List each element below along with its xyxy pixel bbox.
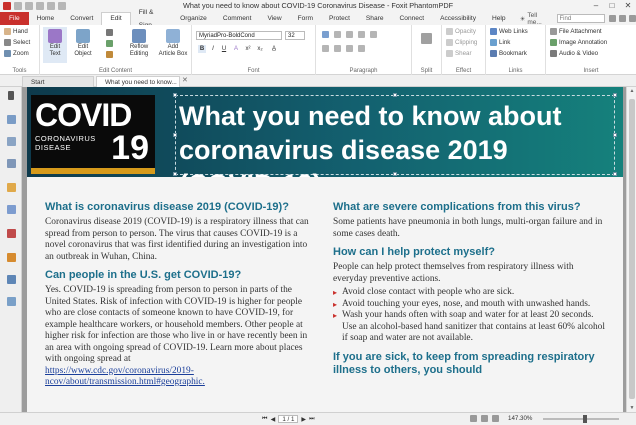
align-left-icon[interactable]	[322, 31, 329, 38]
left-column	[45, 201, 313, 395]
help-icon[interactable]	[629, 15, 636, 22]
indent-icon[interactable]	[346, 45, 353, 52]
hand-icon	[4, 28, 11, 35]
audio-video-label: Audio & Video	[559, 50, 599, 57]
header-banner	[27, 87, 623, 177]
tab-start[interactable]: Start	[22, 76, 94, 87]
bookmark-button[interactable]	[490, 50, 527, 57]
insert-group-label: Insert	[583, 68, 599, 74]
opacity-button[interactable]	[446, 28, 476, 35]
list-item: ▸ Avoid touching your eyes, nose, and mouth with unwashed hands.	[333, 299, 607, 311]
effect-group	[442, 25, 486, 75]
find-input[interactable]: Find	[557, 14, 605, 23]
paragraph: People can help protect themselves from respiratory illness with everyday preventive actions.	[333, 262, 574, 284]
close-button[interactable]: ✕	[624, 1, 632, 10]
title-bar	[0, 0, 636, 12]
add-article-label: Add Article Box	[158, 44, 188, 57]
shear-label: Shear	[455, 50, 472, 57]
tab-protect[interactable]: Protect	[329, 15, 350, 22]
split-group	[412, 25, 442, 75]
typewriter-icon	[106, 29, 113, 36]
font-group-label: Font	[247, 68, 260, 74]
tab-view[interactable]: View	[267, 15, 282, 22]
resize-handle[interactable]	[613, 172, 617, 176]
section-heading: Can people in the U.S. get COVID-19?	[45, 269, 242, 281]
outdent-icon[interactable]	[358, 45, 365, 52]
select-tool[interactable]	[4, 39, 30, 46]
ribbon	[0, 25, 636, 75]
tools-group	[0, 25, 40, 75]
clipping-icon	[446, 39, 453, 46]
font-size-select[interactable]: 32	[285, 31, 305, 40]
first-page-button[interactable]: ⏮	[262, 415, 268, 422]
continuous-view-icon[interactable]	[481, 415, 488, 422]
audio-video-icon	[550, 50, 557, 57]
image-annotation-button[interactable]	[550, 39, 607, 46]
file-attachment-button[interactable]	[550, 28, 602, 35]
tab-fill-sign[interactable]: Fill &	[138, 8, 154, 16]
image-edit-button[interactable]	[106, 40, 113, 47]
paragraph-group-label: Paragraph	[349, 68, 378, 74]
prevention-list	[333, 287, 607, 345]
resize-handle[interactable]	[393, 93, 397, 97]
page-body	[27, 177, 623, 412]
article-box-icon	[166, 29, 180, 43]
tab-convert[interactable]: Convert	[70, 15, 94, 22]
bookmarks-icon[interactable]	[7, 115, 16, 124]
single-page-view-icon[interactable]	[470, 415, 477, 422]
section-heading: What is coronavirus disease 2019 (COVID-19)?	[45, 201, 289, 213]
shear-icon	[446, 50, 453, 57]
align-right-icon[interactable]	[346, 31, 353, 38]
section-heading: What are severe complications from this virus?	[333, 201, 581, 213]
split-icon[interactable]	[421, 33, 432, 44]
clipping-label: Clipping	[455, 39, 478, 46]
collapse-panel-icon[interactable]	[8, 91, 14, 100]
pages-icon[interactable]	[7, 137, 16, 146]
audio-video-button[interactable]	[550, 50, 598, 57]
previous-page-button[interactable]: ◀	[270, 415, 276, 423]
facing-view-icon[interactable]	[492, 415, 499, 422]
reflow-label: Reflow Editing	[129, 44, 149, 57]
bullet-list-icon[interactable]	[322, 45, 329, 52]
web-links-label: Web Links	[499, 28, 528, 35]
tab-connect[interactable]: Connect	[399, 15, 425, 22]
security-icon[interactable]	[7, 253, 16, 262]
underline-button[interactable]: U	[221, 46, 227, 52]
section-heading: If you are sick, to keep from spreading respiratory illness to others, you should	[333, 350, 595, 376]
italic-button[interactable]: I	[212, 46, 214, 52]
paperclip-icon	[550, 28, 557, 35]
last-page-button[interactable]: ⏭	[309, 415, 315, 422]
image-icon	[106, 40, 113, 47]
opacity-icon	[446, 28, 453, 35]
scroll-up-icon[interactable]: ▲	[629, 88, 635, 94]
opacity-label: Opacity	[455, 28, 476, 35]
list-item: ▸ Wash your hands often with soap and water for at least 20 seconds. Use an alcohol-based hand sanitizer that contains at least 60% alcohol if soap and water are not available.	[333, 310, 607, 345]
select-label: Select	[13, 39, 31, 46]
link-button[interactable]	[490, 39, 510, 46]
edit-object-icon	[76, 29, 90, 43]
attachments-icon[interactable]	[7, 205, 16, 214]
logo-subtitle: CORONAVIRUS DISEASE	[35, 134, 96, 152]
covid-logo	[31, 95, 155, 174]
insert-group	[546, 25, 636, 75]
image-annotation-icon	[550, 39, 557, 46]
zoom-icon	[4, 50, 11, 57]
split-group-label: Split	[420, 68, 433, 74]
edit-text-label: Edit Text	[49, 44, 61, 57]
edit-content-group	[40, 25, 192, 75]
shape-button[interactable]	[106, 51, 113, 58]
numbered-list-icon[interactable]	[334, 45, 341, 52]
file-tab[interactable]: File	[0, 12, 29, 25]
font-family-select[interactable]: MyriadPro-BoldCond	[196, 31, 282, 40]
minimize-button[interactable]: –	[593, 1, 599, 10]
zoom-level[interactable]: 147.30%	[508, 415, 533, 422]
image-annotation-label: Image Annotation	[559, 39, 608, 46]
signature-icon[interactable]	[7, 229, 16, 238]
link-label: Link	[499, 39, 511, 46]
zoom-slider[interactable]	[543, 418, 619, 420]
maximize-button[interactable]: □	[609, 1, 615, 10]
web-links-button[interactable]	[490, 28, 528, 35]
user-icon[interactable]	[619, 15, 626, 22]
headline-text-box[interactable]: What you need to know about coronavirus disease 2019	[175, 95, 615, 175]
hand-label: Hand	[13, 28, 28, 35]
tab-home[interactable]: Home	[36, 15, 55, 22]
resize-handle[interactable]	[173, 93, 177, 97]
typewriter-button[interactable]	[106, 29, 113, 36]
paragraph: Some patients have pneumonia in both lungs, multi-organ failure and in some cases death.	[333, 217, 603, 239]
superscript-button[interactable]: x²	[245, 46, 251, 52]
window-title: What you need to know about COVID-19 Coronavirus Disease - Foxit PhantomPDF	[182, 1, 454, 10]
tab-organize[interactable]: Organize	[180, 15, 207, 22]
tab-share[interactable]: Share	[365, 15, 384, 22]
ribbon-tabs	[0, 8, 636, 26]
paragraph: Coronavirus disease 2019 (COVID-19) is a respiratory illness that can spread from person to person. The virus that causes COVID-19 is a novel coronavirus that was first identified during an investigation into an outbreak in Wuhan, China.	[45, 217, 309, 262]
tab-help[interactable]: Help	[492, 15, 506, 22]
logo-bar	[31, 168, 155, 174]
lightbulb-icon: ☀	[519, 15, 526, 23]
bookmark-icon	[490, 50, 497, 57]
file-attachment-label: File Attachment	[559, 28, 602, 35]
line-spacing-icon[interactable]	[370, 31, 377, 38]
transmission-link[interactable]: https://www.cdc.gov/coronavirus/2019-ncov/about/transmission.html#geographic.	[45, 365, 205, 387]
reflow-icon	[132, 29, 146, 43]
justify-icon[interactable]	[358, 31, 365, 38]
resize-handle[interactable]	[613, 93, 617, 97]
edit-content-group-label: Edit Content	[98, 68, 133, 74]
add-article-box-button[interactable]	[156, 29, 190, 58]
shear-button[interactable]	[446, 50, 472, 57]
resize-handle[interactable]	[393, 172, 397, 176]
status-bar	[0, 412, 636, 425]
navigation-sidebar	[0, 87, 22, 412]
page-number-input[interactable]: 1 / 1	[278, 415, 298, 423]
links-group-label: Links	[508, 68, 523, 74]
edit-text-icon	[48, 29, 62, 43]
cursor-icon	[4, 39, 11, 46]
comments-icon[interactable]	[7, 183, 16, 192]
web-links-icon	[490, 28, 497, 35]
layers-icon[interactable]	[7, 159, 16, 168]
pdf-page	[27, 87, 623, 412]
tab-form[interactable]: Form	[297, 15, 314, 22]
bold-button[interactable]: B	[199, 46, 205, 52]
reflow-editing-button[interactable]	[124, 29, 154, 58]
subscript-button[interactable]: x₂	[257, 46, 263, 52]
link-icon	[490, 39, 497, 46]
resize-handle[interactable]	[173, 133, 177, 137]
tags-icon[interactable]	[7, 297, 16, 306]
zoom-slider-knob[interactable]	[583, 415, 587, 423]
list-item: ▸ Avoid close contact with people who are sick.	[333, 287, 607, 299]
hand-tool[interactable]	[4, 28, 28, 35]
scroll-down-icon[interactable]: ▼	[629, 405, 635, 411]
links-group	[486, 25, 546, 75]
tab-accessibility[interactable]: Accessibility	[440, 15, 476, 22]
tab-document[interactable]: What you need to know...	[96, 76, 180, 87]
tools-group-label: Tools	[12, 68, 27, 74]
align-center-icon[interactable]	[334, 31, 341, 38]
settings-icon[interactable]	[609, 15, 616, 22]
document-tabs	[0, 75, 636, 87]
edit-object-button[interactable]	[70, 29, 96, 58]
document-canvas[interactable]	[22, 87, 626, 412]
shape-icon	[106, 51, 113, 58]
section-heading: How can I help protect myself?	[333, 246, 495, 258]
resize-handle[interactable]	[613, 133, 617, 137]
edit-object-label: Edit Object	[74, 44, 92, 57]
clipping-button[interactable]	[446, 39, 477, 46]
next-page-button[interactable]: ▶	[301, 415, 307, 423]
edit-text-button[interactable]	[43, 27, 67, 63]
page-navigation	[262, 415, 315, 423]
tab-edit[interactable]: Edit	[101, 12, 130, 25]
effect-group-label: Effect	[455, 68, 472, 74]
bookmark-label: Bookmark	[499, 50, 527, 57]
logo-year: 19	[111, 129, 149, 167]
zoom-tool[interactable]	[4, 50, 29, 57]
tab-comment[interactable]: Comment	[222, 15, 252, 22]
resize-handle[interactable]	[173, 172, 177, 176]
vertical-scrollbar[interactable]	[626, 87, 636, 412]
logo-covid-text: COVID	[35, 97, 132, 133]
font-color-button[interactable]: A	[233, 46, 238, 52]
paragraph-group	[316, 25, 412, 75]
right-column	[333, 201, 607, 380]
tell-me[interactable]	[520, 12, 549, 26]
scrollbar-thumb[interactable]	[629, 99, 635, 399]
close-tab-icon[interactable]: ✕	[182, 77, 188, 84]
tell-me-label: Tell me...	[527, 11, 542, 26]
zoom-label: Zoom	[13, 50, 29, 57]
font-group	[192, 25, 316, 75]
character-spacing-button[interactable]: A̲	[271, 46, 276, 52]
content-icon[interactable]	[7, 275, 16, 284]
paragraph: Yes. COVID-19 is spreading from person to person in parts of the United States. Risk of infection with COVID-19 is higher for people who are close contacts of someone known to have COVID-19, for example healthcare workers, or household members. Other people at higher risk for infection are those who live in or have recently been in an area with ongoing spread of COVID-19. Learn more about places with ongoing spread at	[45, 285, 308, 364]
